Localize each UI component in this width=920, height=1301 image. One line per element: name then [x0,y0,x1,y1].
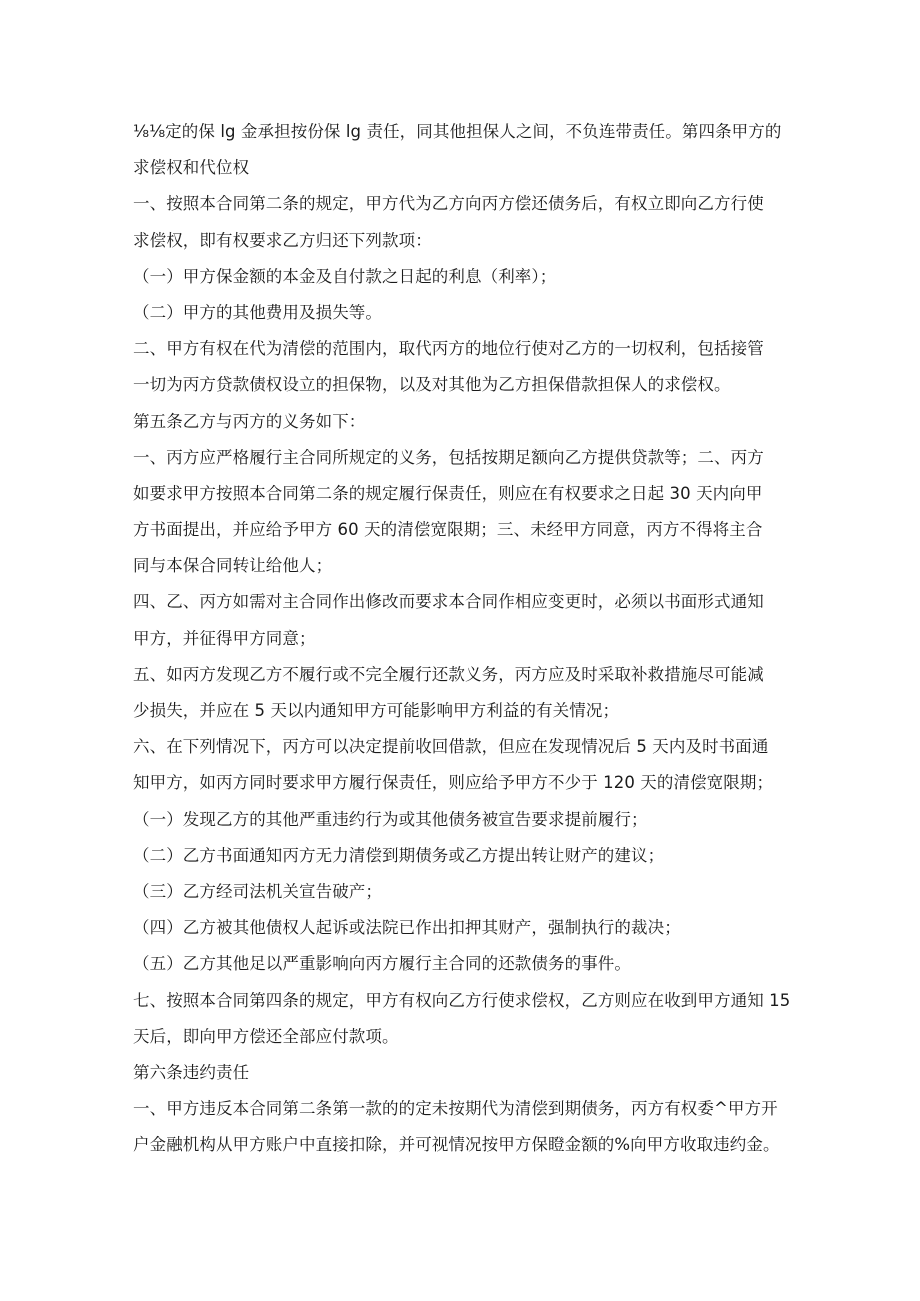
text-line: 求偿权，即有权要求乙方归还下列款项： [133,230,432,250]
document-body [133,117,813,1166]
text-line: 第五条乙方与丙方的义务如下： [133,411,366,431]
text-line: ⅛⅛定的保 lg 金承担按份保 lg 责任，同其他担保人之间，不负连带责任。第四条甲方的 [133,122,782,141]
text-line: 求偿权和代位权 [133,158,250,178]
text-line: （二）乙方书面通知丙方无力清偿到期债务或乙方提出转让财产的建议； [133,845,665,865]
text-line: （三）乙方经司法机关宣告破产； [133,881,382,901]
text-line: 一、甲方违反本合同第二条第一款的的定未按期代为清偿到期债务，丙方有权委^甲方开 [133,1099,778,1119]
text-line: 如要求甲方按照本合同第二条的规定履行保责任，则应在有权要求之日起 30 天内向甲 [133,483,763,503]
text-line: 知甲方，如丙方同时要求甲方履行保责任，则应给予甲方不少于 120 天的清偿宽限期； [133,773,774,793]
text-line: 六、在下列情况下，丙方可以决定提前收回借款，但应在发现情况后 5 天内及时书面通 [133,737,769,757]
text-line: 第六条违约责任 [133,1062,250,1082]
text-line: 方书面提出，并应给予甲方 60 天的清偿宽限期；三、未经甲方同意，丙方不得将主合 [133,520,763,540]
text-line: 同与本保合同转让给他人； [133,556,333,576]
text-line: 一切为丙方贷款债权设立的担保物，以及对其他为乙方担保借款担保人的求偿权。 [133,375,731,395]
text-line: （四）乙方被其他债权人起诉或法院已作出扣押其财产，强制执行的裁决； [133,918,681,938]
text-line: （一）甲方保金额的本金及自付款之日起的利息（利率）； [133,266,557,286]
text-line: （一）发现乙方的其他严重违约行为或其他债务被宣告要求提前履行； [133,809,648,829]
text-line: 四、乙、丙方如需对主合同作出修改而要求本合同作相应变更时，必须以书面形式通知 [133,592,764,612]
text-line: 一、按照本合同第二条的规定，甲方代为乙方向丙方偿还债务后，有权立即向乙方行使 [133,194,764,214]
text-line: 户金融机构从甲方账户中直接扣除，并可视情况按甲方保瞪金额的%向甲方收取违约金。 [133,1135,780,1155]
text-line: 少损失，并应在 5 天以内通知甲方可能影响甲方利益的有关情况； [133,701,620,720]
text-line: 七、按照本合同第四条的规定，甲方有权向乙方行使求偿权，乙方则应在收到甲方通知 15 [133,990,791,1010]
text-line: （二）甲方的其他费用及损失等。 [133,302,382,322]
text-line: （五）乙方其他足以严重影响向丙方履行主合同的还款债务的事件。 [133,954,631,974]
text-line: 一、丙方应严格履行主合同所规定的义务，包括按期足额向乙方提供贷款等；二、丙方 [133,447,764,467]
text-line: 五、如丙方发现乙方不履行或不完全履行还款义务，丙方应及时采取补救措施尽可能减 [133,664,764,684]
text-line: 甲方，并征得甲方同意； [133,628,316,648]
text-line: 二、甲方有权在代为清偿的范围内，取代丙方的地位行使对乙方的一切权利，包括接管 [133,339,764,359]
text-line: 天后，即向甲方偿还全部应付款项。 [133,1026,399,1046]
